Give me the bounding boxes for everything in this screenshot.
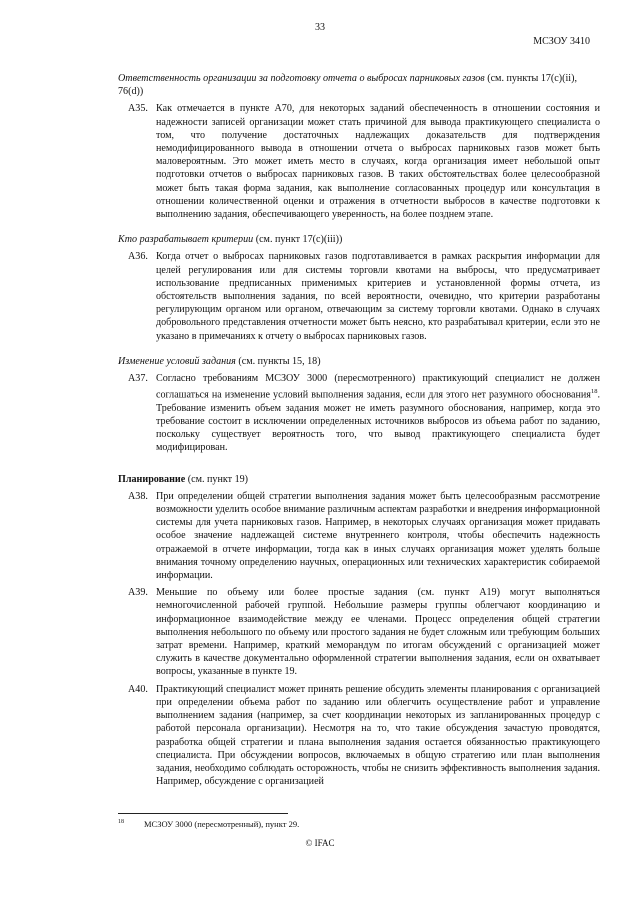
heading-reference: (см. пункты 15, 18) bbox=[235, 355, 321, 367]
document-code: МСЗОУ 3410 bbox=[533, 36, 590, 47]
paragraph-a38 bbox=[118, 490, 600, 582]
paragraph-number: A40. bbox=[128, 683, 148, 695]
footnote-reference[interactable]: 18 bbox=[590, 388, 598, 396]
heading-reference: (см. пункт 19) bbox=[185, 473, 249, 485]
heading-title: Планирование bbox=[118, 473, 186, 485]
document-body bbox=[118, 72, 600, 788]
heading-title: Ответственность организации за подготовку отчета о выбросах парниковых газов bbox=[118, 73, 485, 84]
paragraph-text: Как отмечается в пункте A70, для некоторых заданий обеспеченность в отношении состояния и надежности записей организации может стать причиной для вывода практикующего специалиста о том, что получение достаточных надлежащих доказательств для подтверждения немодифицированного вывода в отношении отчета о выбросах парниковых газов может быть маловероятным. Это может иметь место в случаях, когда организация имеет небольшой опыт подготовки отчетов о выбросах парниковых газов. В таких обстоятельствах более целесообразной может быть такая форма задания, как выполнение согласованных процедур или консультация в отношении количественной оценки и отражения в отчетности выбросов в качестве подготовки к выполнению задания, обеспечивающего уверенность, на более позднем этапе. bbox=[156, 103, 600, 221]
section-heading-terms-change bbox=[118, 355, 600, 368]
copyright-notice: © IFAC bbox=[305, 838, 335, 848]
heading-reference: (см. пункт 17(c)(iii)) bbox=[253, 234, 343, 246]
paragraph-text-part: . Требование изменить объем задания может не иметь разумного обоснования, например, когда это требование состоит в исключении определенных источников выбросов из объема работ по заданию, поскольку существует вероятность того, что вывод практикующего специалиста будет модифицирован. bbox=[156, 389, 600, 454]
footnote bbox=[118, 819, 299, 829]
paragraph-number: A36. bbox=[128, 251, 148, 263]
page-number: 33 bbox=[315, 22, 325, 33]
paragraph-a37 bbox=[118, 372, 600, 455]
paragraph-text: Практикующий специалист может принять решение обсудить элементы планирования с организацией при определении объема работ по заданию или облегчить осуществление работ и управление выполнением задания (например, за счет координации некоторых из запланированных процедур с работой персонала организации). Несмотря на то, что такие обсуждения зачастую проводятся, разработка общей стратегии и плана выполнения задания остается обязанностью практикующего специалиста. При обсуждении вопросов, включаемых в общую стратегию или план выполнения задания, необходимо соблюдать осторожность, чтобы не снизить эффективность выполнения задания. Например, обсуждение с организацией bbox=[156, 683, 600, 788]
paragraph-a39 bbox=[118, 586, 600, 678]
paragraph-a40 bbox=[118, 683, 600, 789]
paragraph-text: При определении общей стратегии выполнения задания может быть целесообразным рассмотрение возможности уделить особое внимание различным аспектам разработки и внедрения информационной системы для учета парниковых газов. Например, в некоторых случаях организация может придавать особое значение надлежащей системе внутреннего контроля, чтобы обеспечить надежность отражаемой в отчете информации, тогда как в иных случаях организация может уделять больше внимания точному определению научных, операционных или технических характеристик собираемой информации. bbox=[156, 490, 600, 582]
heading-reference: (см. пункты 17(c)(ii), 76(d)) bbox=[118, 73, 577, 98]
paragraph-number: A38. bbox=[128, 490, 148, 502]
paragraph-text bbox=[156, 372, 600, 455]
section-heading-responsibility bbox=[118, 72, 600, 98]
section-heading-planning bbox=[118, 473, 600, 486]
footnote-divider bbox=[118, 813, 288, 814]
footnote-mark: 18 bbox=[118, 819, 124, 826]
footnote-text: МСЗОУ 3000 (пересмотренный), пункт 29. bbox=[144, 819, 300, 829]
paragraph-text: Меньшие по объему или более простые задания (см. пункт A19) могут выполняться немногочисленной рабочей группой. Небольшие размеры группы облегчают координацию и информационное взаимодействие между ее членами. Процесс определения общей стратегии выполнения небольшого по объему или простого задания не будет сложным или требующим больших затрат времени. Например, краткий меморандум по итогам обсуждений с организацией может служить в качестве документально оформленной стратегии выполнения задания, если он охватывает вопросы, указанные в пункте 19. bbox=[156, 587, 600, 678]
paragraph-number: A35. bbox=[128, 103, 148, 115]
paragraph-a35 bbox=[118, 102, 600, 221]
paragraph-a36 bbox=[118, 250, 600, 342]
paragraph-text-part: Согласно требованиям МСЗОУ 3000 (пересмотренного) практикующий специалист не должен соглашаться на изменение условий выполнения задания, если для этого нет разумного обоснования bbox=[156, 373, 600, 401]
paragraph-number: A39. bbox=[128, 587, 148, 599]
paragraph-text: Когда отчет о выбросах парниковых газов подготавливается в рамках раскрытия информации для целей регулирования или для системы торговли квотами на выбросы, что предусматривает использование предписанных применимых критериев и установленной формы отчета, из обстоятельств выполнения задания, по всей вероятности, очевидно, что критерии разработаны регулирующим органом или органом, отвечающим за систему торговли квотами. Однако в случаях добровольного представления отчетности может быть неясно, кто разрабатывал критерии, если это не указано в примечаниях к отчету о выбросах парниковых газов. bbox=[156, 251, 600, 342]
section-heading-criteria bbox=[118, 233, 600, 246]
heading-title: Кто разрабатывает критерии bbox=[118, 234, 254, 246]
heading-title: Изменение условий задания bbox=[118, 355, 236, 367]
paragraph-number: A37. bbox=[128, 373, 148, 385]
